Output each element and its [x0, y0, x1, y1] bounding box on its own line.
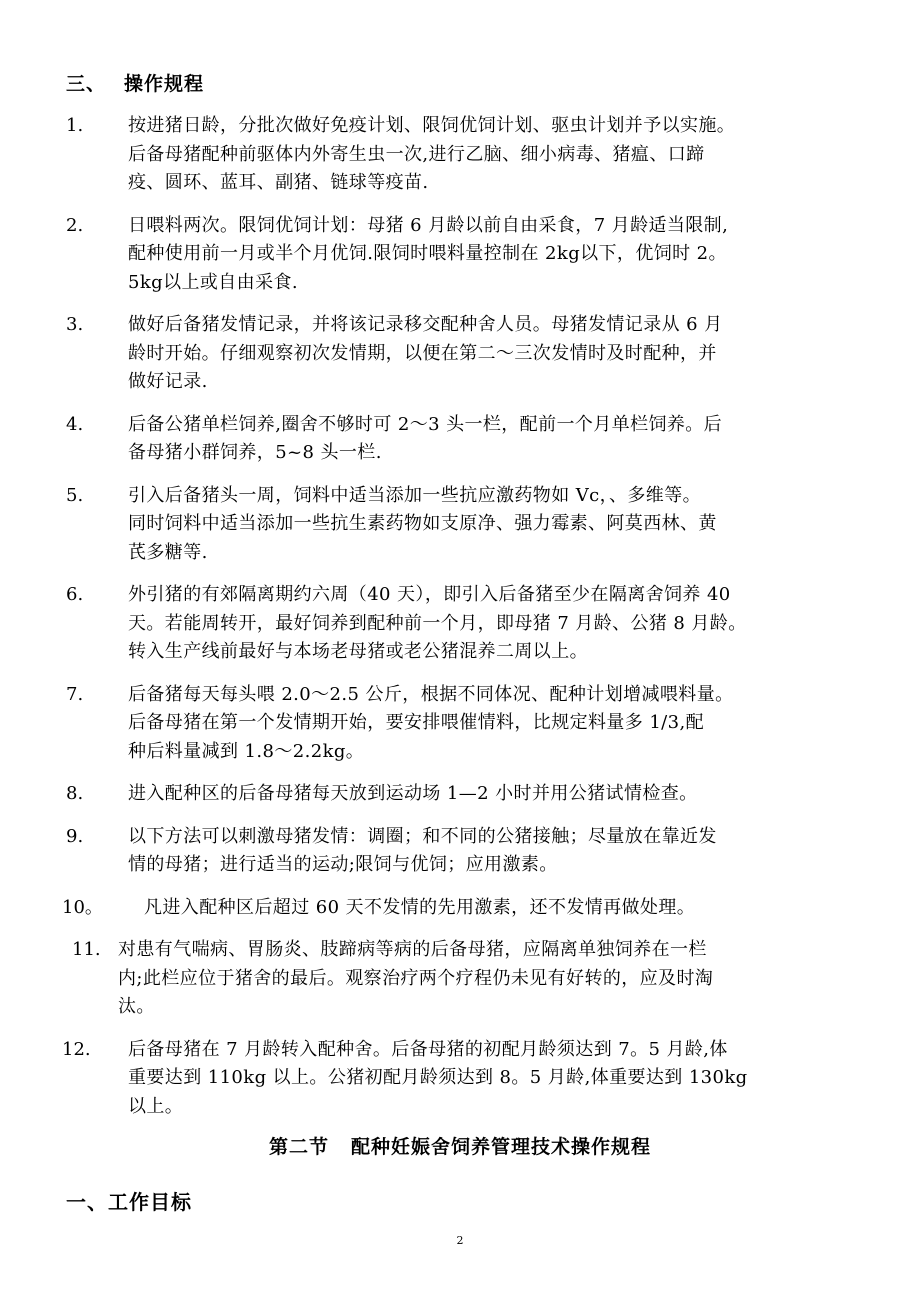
procedure-list	[0, 112, 920, 1135]
item-number: 11.	[72, 939, 101, 960]
item-text-line: 龄时开始。仔细观察初次发情期，以便在第二～三次发情时及时配种，并	[128, 342, 717, 364]
item-text	[118, 936, 858, 1022]
item-text-line: 做好后备猪发情记录，并将该记录移交配种舍人员。母猪发情记录从 6 月	[128, 314, 723, 335]
item-text	[128, 482, 868, 568]
item-text-line: 重要达到 110kg 以上。公猪初配月龄须达到 8。5 月龄,体重要达到 130kg	[128, 1067, 748, 1088]
item-text-line: 内;此栏应位于猪舍的最后。观察治疗两个疗程仍未见有好转的，应及时淘	[118, 967, 714, 989]
item-text-line: 同时饲料中适当添加一些抗生素药物如支原净、强力霉素、阿莫西林、黄	[128, 513, 717, 534]
item-text-line: 后备母猪在第一个发情期开始，要安排喂催情料，比规定料量多 1/3,配	[128, 712, 705, 733]
list-item	[0, 780, 920, 809]
item-text-line: 后备公猪单栏饲养,圈舍不够时可 2～3 头一栏，配前一个月单栏饲养。后	[128, 413, 723, 435]
list-item	[0, 311, 920, 397]
item-text	[128, 1036, 868, 1122]
item-text-line: 进入配种区的后备母猪每天放到运动场 1—2 小时并用公猪试情检查。	[128, 783, 698, 804]
item-text	[128, 581, 868, 667]
item-text-line: 引入后备猪头一周，饲料中适当添加一些抗应激药物如 Vc，、多维等。	[128, 484, 701, 506]
item-text	[128, 311, 868, 397]
item-text-line: 配种使用前一月或半个月优饲.限饲时喂料量控制在 2kg以下，优饲时 2。	[128, 243, 727, 264]
item-text-line: 转入生产线前最好与本场老母猪或老公猪混养二周以上。	[128, 641, 588, 662]
heading-number: 三、	[66, 73, 107, 95]
item-text	[144, 894, 884, 923]
item-text-line: 后备母猪在 7 月龄转入配种舍。后备母猪的初配月龄须达到 7。5 月龄,体	[128, 1038, 728, 1060]
item-text-line: 以上。	[128, 1095, 184, 1117]
item-number: 2.	[66, 214, 84, 236]
section-title-text: 配种妊娠舍饲养管理技术操作规程	[351, 1136, 652, 1158]
item-text-line: 情的母猪；进行适当的运动;限饲与优饲；应用激素。	[128, 854, 558, 875]
item-text	[128, 112, 868, 198]
list-item	[0, 112, 920, 198]
list-item	[0, 411, 920, 468]
item-text-line: 后备猪每天每头喂 2.0～2.5 公斤，根据不同体况、配种计划增减喂料量。	[128, 683, 734, 705]
list-item	[0, 1036, 920, 1122]
item-text-line: 凡进入配种区后超过 60 天不发情的先用激素，还不发情再做处理。	[144, 896, 696, 918]
item-text	[128, 411, 868, 468]
list-item	[0, 212, 920, 298]
item-text-line: 对患有气喘病、胃肠炎、肢蹄病等病的后备母猪，应隔离单独饲养在一栏	[118, 939, 707, 960]
item-number: 4.	[66, 413, 84, 435]
list-item	[0, 681, 920, 767]
list-item	[0, 894, 920, 923]
section-heading	[66, 70, 204, 98]
section-label: 第二节	[268, 1136, 329, 1158]
item-text-line: 按进猪日龄，分批次做好免疫计划、限饲优饲计划、驱虫计划并予以实施。	[128, 115, 736, 136]
item-text-line: 天。若能周转开，最好饲养到配种前一个月，即母猪 7 月龄、公猪 8 月龄。	[128, 612, 747, 634]
list-item	[0, 581, 920, 667]
section-title	[0, 1133, 920, 1161]
item-number: 6.	[66, 584, 84, 605]
item-text-line: 种后料量减到 1.8～2.2kg。	[128, 740, 365, 762]
item-number: 10。	[62, 896, 103, 918]
item-text-line: 后备母猪配种前驱体内外寄生虫一次,进行乙脑、细小病毒、猪瘟、口蹄	[128, 143, 705, 165]
item-text-line: 做好记录.	[128, 371, 208, 392]
item-text-line: 以下方法可以刺激母猪发情：调圈；和不同的公猪接触；尽量放在靠近发	[128, 825, 717, 847]
item-number: 9.	[66, 825, 84, 847]
list-item	[0, 482, 920, 568]
item-number: 8.	[66, 783, 84, 804]
item-text-line: 备母猪小群饲养，5~8 头一栏.	[128, 442, 382, 463]
list-item	[0, 823, 920, 880]
page-number: 2	[456, 1234, 464, 1247]
item-text-line: 外引猪的有郊隔离期约六周（40 天），即引入后备猪至少在隔离舍饲养 40	[128, 584, 731, 605]
item-text-line: 汰。	[118, 996, 155, 1017]
item-text-line: 日喂料两次。限饲优饲计划：母猪 6 月龄以前自由采食，7 月龄适当限制,	[128, 214, 729, 236]
item-number: 12.	[62, 1038, 91, 1060]
heading-title: 操作规程	[124, 73, 205, 95]
subheading: 一、工作目标	[66, 1190, 192, 1214]
item-text-line: 芪多糖等.	[128, 541, 208, 563]
item-number: 3.	[66, 314, 84, 335]
item-number: 7.	[66, 683, 84, 705]
item-text	[128, 780, 868, 809]
item-text	[128, 212, 868, 298]
item-text-line: 5kg以上或自由采食.	[128, 271, 299, 293]
item-text-line: 疫、圆环、蓝耳、副猪、链球等疫苗.	[128, 172, 429, 193]
item-number: 1.	[66, 115, 84, 136]
item-text	[128, 823, 868, 880]
item-number: 5.	[66, 484, 84, 506]
list-item	[0, 936, 920, 1022]
item-text	[128, 681, 868, 767]
